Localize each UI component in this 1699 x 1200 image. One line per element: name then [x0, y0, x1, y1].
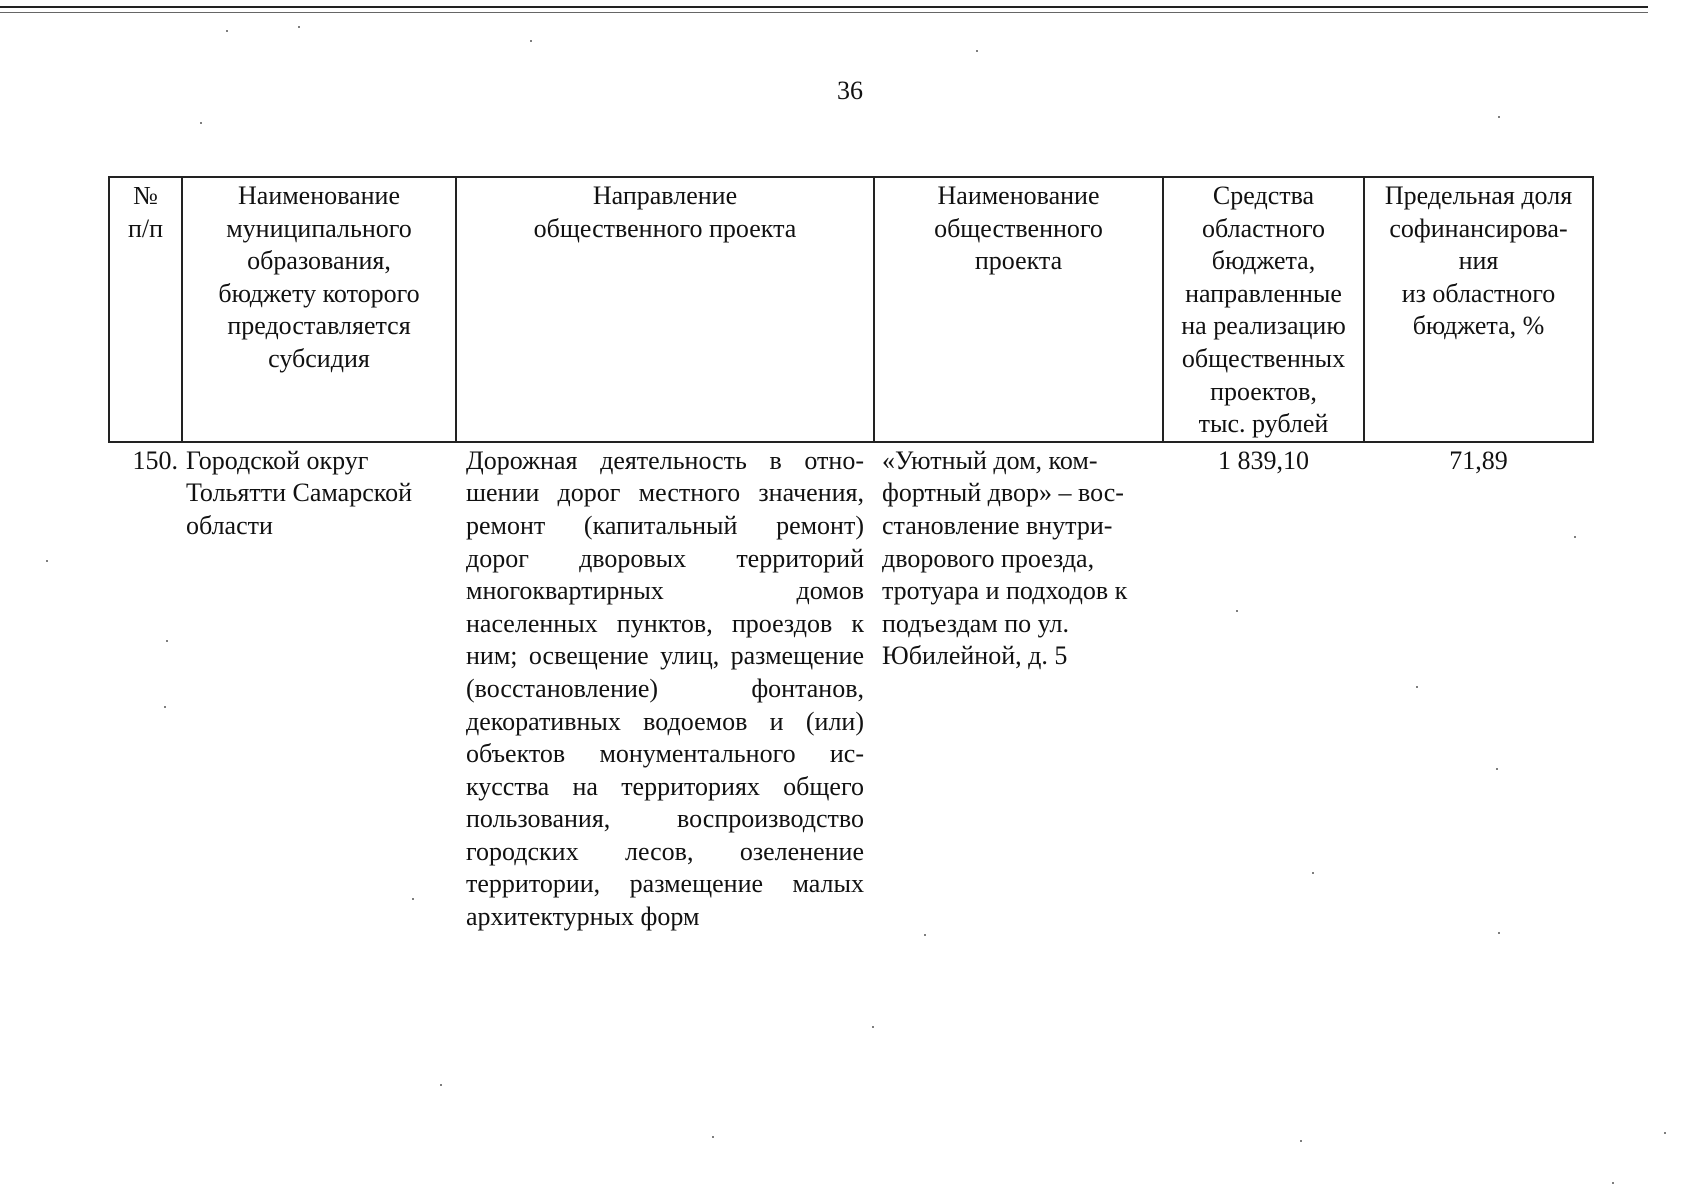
scan-speck [1574, 536, 1576, 538]
scan-speck [226, 30, 228, 32]
scan-speck [712, 1136, 714, 1138]
scan-speck [200, 122, 202, 124]
row-direction: Дорожная деятельность в отношении дорог местного значения, ремонт (капитальный ремонт) дорог дворовых территорий многоквартирных домов населенных пунктов, проездов к ним; освещение улиц, размещение (восстановление) фонтанов, декоративных водоемов и (или) объектов монументального искусства на территориях общего пользования, воспроизводство городских лесов, озеленение территории, размещение малых архитектурных форм [466, 445, 864, 932]
header-share: Предельная доля софинансирова- ния из областного бюджета, % [1364, 177, 1593, 442]
scan-speck [164, 706, 166, 708]
scan-speck [530, 40, 532, 42]
scan-speck [872, 1026, 874, 1028]
scan-speck [1236, 610, 1238, 612]
scan-speck [924, 934, 926, 936]
page-number: 36 [837, 76, 863, 105]
scan-speck [412, 898, 414, 900]
scan-speck [1612, 1182, 1614, 1184]
subsidy-table [108, 176, 1594, 934]
scan-speck [166, 640, 168, 642]
row-share: 71,89 [1449, 445, 1508, 475]
table-header [109, 177, 1593, 442]
scan-speck [1664, 1132, 1666, 1134]
header-number: № п/п [109, 177, 182, 442]
table-body [109, 442, 1593, 934]
top-border-line-thin [0, 12, 1648, 13]
header-funds: Средства областного бюджета, направленные на реализацию общественных проектов, тыс. рублей [1163, 177, 1364, 442]
scan-speck [1416, 686, 1418, 688]
scan-speck [1496, 768, 1498, 770]
row-project-name: «Уютный дом, комфортный двор» – восстановление внутридворового проезда, тротуара и подходов к подъездам по ул. Юбилейной, д. 5 [882, 445, 1128, 671]
scan-speck [1312, 872, 1314, 874]
scan-speck [1300, 1140, 1302, 1142]
table-row [109, 442, 1593, 934]
scan-speck [46, 560, 48, 562]
scan-speck [1498, 932, 1500, 934]
scan-speck [298, 26, 300, 28]
header-row [109, 177, 1593, 442]
scan-speck [1498, 116, 1500, 118]
top-border-line [0, 6, 1648, 8]
row-number: 150. [132, 445, 178, 475]
header-direction: Направление общественного проекта [456, 177, 874, 442]
header-project-name: Наименование общественного проекта [874, 177, 1163, 442]
scan-speck [440, 1084, 442, 1086]
row-funds: 1 839,10 [1218, 445, 1309, 475]
header-municipality: Наименование муниципального образования, бюджету которого предоставляется субсидия [182, 177, 456, 442]
scan-speck [976, 50, 978, 52]
row-municipality: Городской округ Тольятти Самарской области [186, 445, 412, 540]
